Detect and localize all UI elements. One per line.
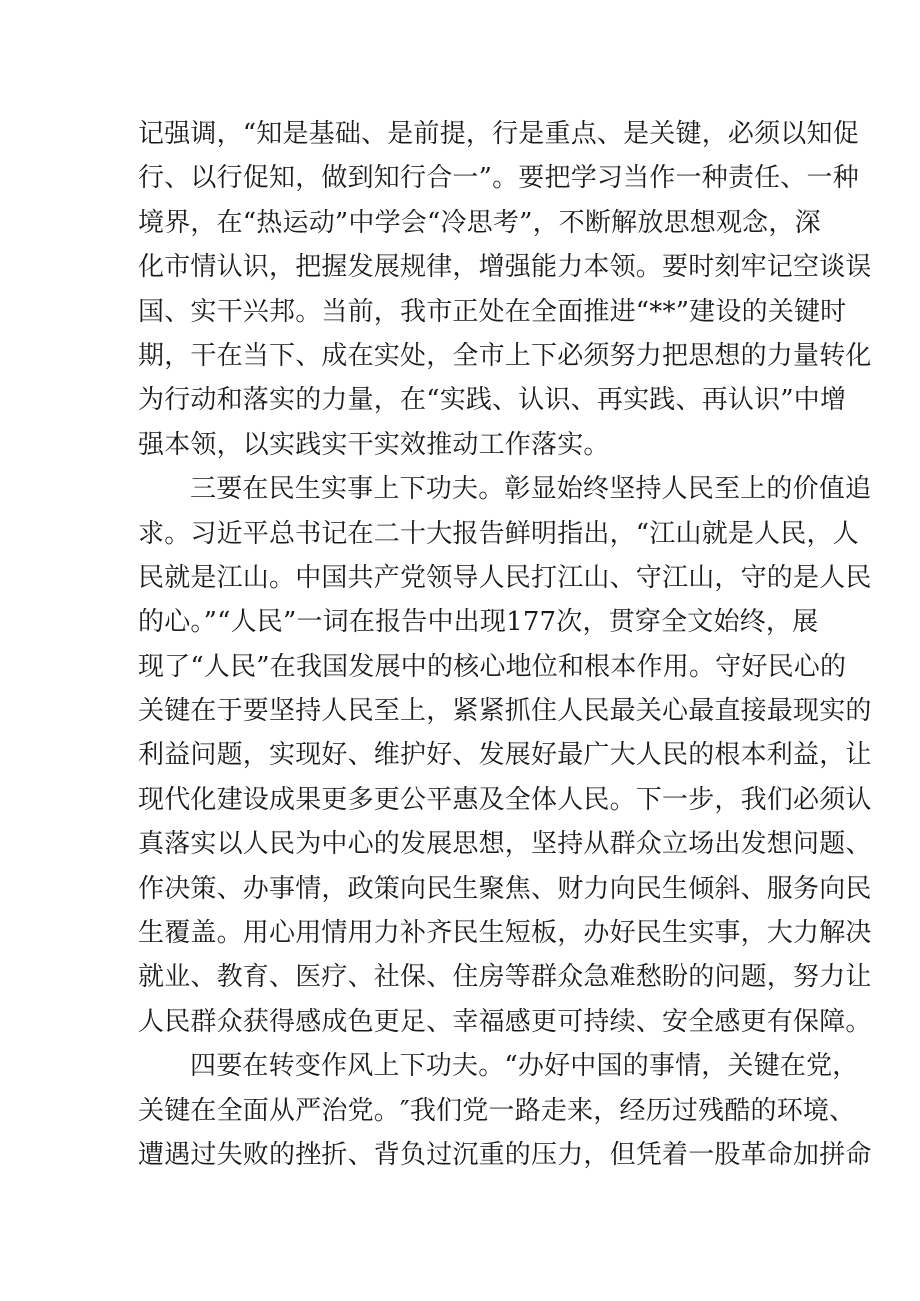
paragraph-line: 求。习近平总书记在二十大报告鲜明指出，“江山就是人民，人 <box>138 518 859 549</box>
paragraph-line: 民就是江山。中国共产党领导人民打江山、守江山，守的是人民 <box>138 562 872 593</box>
paragraph-line: 为行动和落实的力量，在“实践、认识、再实践、再认识”中增 <box>138 385 847 416</box>
paragraph-line: 作决策、办事情，政策向民生聚焦、财力向民生倾斜、服务向民 <box>138 873 872 904</box>
paragraph-line: 记强调，“知是基础、是前提，行是重点、是关键，必须以知促 <box>138 119 859 149</box>
paragraph-line: 现了“人民”在我国发展中的核心地位和根本作用。守好民心的 <box>138 651 847 682</box>
paragraph-line: 关键在于要坚持人民至上，紧紧抓住人民最关心最直接最现实的 <box>138 696 872 727</box>
paragraph-line: 行、以行促知，做到知行合一”。要把学习当作一种责任、一种 <box>138 163 859 194</box>
document-body <box>138 112 872 1177</box>
paragraph-1 <box>138 112 872 467</box>
paragraph-line: 化市情认识，把握发展规律，增强能力本领。要时刻牢记空谈误 <box>138 252 872 283</box>
paragraph-line: 三要在民生实事上下功夫。彰显始终坚持人民至上的价值追 <box>190 474 872 505</box>
paragraph-line: 生覆盖。用心用情用力补齐民生短板，办好民生实事，大力解决 <box>138 918 872 949</box>
paragraph-line: 利益问题，实现好、维护好、发展好最广大人民的根本利益，让 <box>138 740 872 771</box>
paragraph-line: 遭遇过失败的挫折、背负过沉重的压力，但凭着一股革命加拼命 <box>138 1139 872 1170</box>
paragraph-line: 现代化建设成果更多更公平惠及全体人民。下一步，我们必须认 <box>138 784 872 815</box>
paragraph-line: 国、实干兴邦。当前，我市正处在全面推进“**”建设的关键时 <box>138 296 847 327</box>
paragraph-line: 四要在转变作风上下功夫。“办好中国的事情，关键在党， <box>190 1051 859 1082</box>
paragraph-line: 关键在全面从严治党。″我们党一路走来，经历过残酷的环境、 <box>138 1095 856 1126</box>
paragraph-line: 就业、教育、医疗、社保、住房等群众急难愁盼的问题，努力让 <box>138 962 872 993</box>
paragraph-line: 期，干在当下、成在实处，全市上下必须努力把思想的力量转化 <box>138 340 872 371</box>
paragraph-line: 强本领，以实践实干实效推动工作落实。 <box>138 429 610 460</box>
paragraph-line: 人民群众获得感成色更足、幸福感更可持续、安全感更有保障。 <box>138 1006 872 1037</box>
paragraph-line: 真落实以人民为中心的发展思想，坚持从群众立场出发想问题、 <box>138 829 872 860</box>
paragraph-3 <box>138 1044 872 1177</box>
paragraph-line: 的心。”“人民”一词在报告中出现177次，贯穿全文始终，展 <box>138 607 819 638</box>
paragraph-2 <box>138 467 872 1044</box>
paragraph-line: 境界，在“热运动”中学会“冷思考”，不断解放思想观念，深 <box>138 207 821 238</box>
